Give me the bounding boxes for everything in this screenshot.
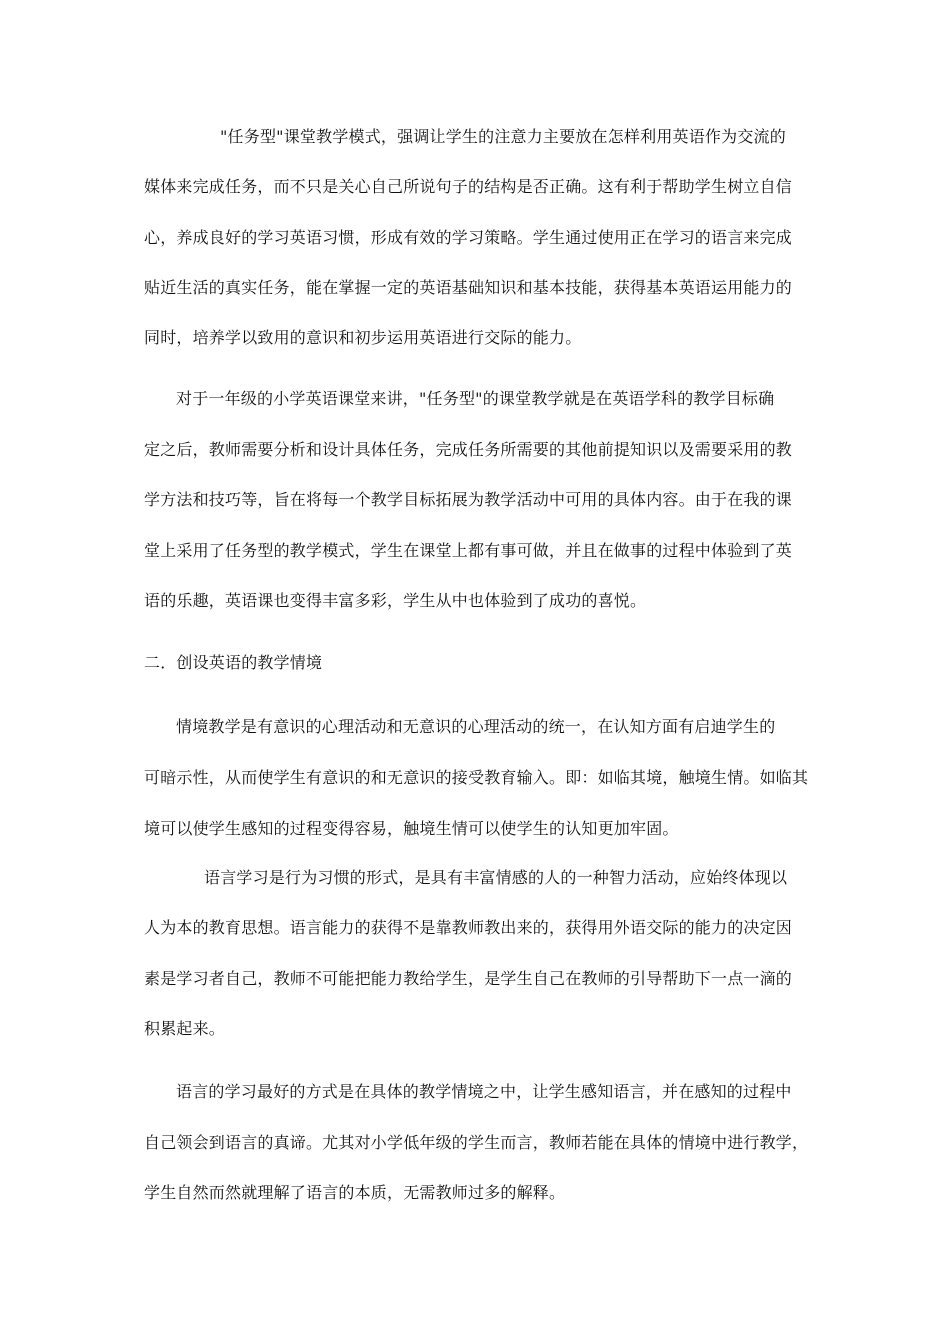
paragraph-1-line-5: 同时，培养学以致用的意识和初步运用英语进行交际的能力。 [144,328,582,347]
paragraph-3-line-1: 情境教学是有意识的心理活动和无意识的心理活动的统一，在认知方面有启迪学生的 [176,717,776,736]
paragraph-4-line-3: 素是学习者自己，教师不可能把能力教给学生，是学生自己在教师的引导帮助下一点一滴的 [144,969,793,988]
paragraph-3-line-2: 可暗示性，从而使学生有意识的和无意识的接受教育输入。即：如临其境，触境生情。如临其 [144,768,809,787]
paragraph-2-line-4: 堂上采用了任务型的教学模式，学生在课堂上都有事可做，并且在做事的过程中体验到了英 [144,541,793,560]
paragraph-1-line-4: 贴近生活的真实任务，能在掌握一定的英语基础知识和基本技能，获得基本英语运用能力的 [144,278,793,297]
paragraph-5-line-3: 学生自然而然就理解了语言的本质，无需教师过多的解释。 [144,1183,566,1202]
paragraph-2-line-5: 语的乐趣，英语课也变得丰富多彩，学生从中也体验到了成功的喜悦。 [144,591,647,610]
paragraph-4-line-4: 积累起来。 [144,1019,226,1038]
paragraph-1-line-3: 心，养成良好的学习英语习惯，形成有效的学习策略。学生通过使用正在学习的语言来完成 [144,228,793,247]
paragraph-1-line-1: "任务型"课堂教学模式，强调让学生的注意力主要放在怎样利用英语作为交流的 [220,127,786,146]
paragraph-5-line-1: 语言的学习最好的方式是在具体的教学情境之中，让学生感知语言，并在感知的过程中 [176,1082,792,1101]
paragraph-2-line-3: 学方法和技巧等，旨在将每一个教学目标拓展为教学活动中可用的具体内容。由于在我的课 [144,490,793,509]
paragraph-2-line-2: 定之后，教师需要分析和设计具体任务，完成任务所需要的其他前提知识以及需要采用的教 [144,440,793,459]
paragraph-1-line-2: 媒体来完成任务，而不只是关心自己所说句子的结构是否正确。这有利于帮助学生树立自信 [144,177,793,196]
section-heading: 二．创设英语的教学情境 [144,653,323,672]
paragraph-4-line-2: 人为本的教育思想。语言能力的获得不是靠教师教出来的，获得用外语交际的能力的决定因 [144,918,793,937]
paragraph-4-line-1: 语言学习是行为习惯的形式，是具有丰富情感的人的一种智力活动，应始终体现以 [204,868,788,887]
paragraph-3-line-3: 境可以使学生感知的过程变得容易，触境生情可以使学生的认知更加牢固。 [144,819,679,838]
paragraph-2-line-1: 对于一年级的小学英语课堂来讲，"任务型"的课堂教学就是在英语学科的教学目标确 [176,389,775,408]
paragraph-5-line-2: 自己领会到语言的真谛。尤其对小学低年级的学生而言，教师若能在具体的情境中进行教学， [144,1133,809,1152]
